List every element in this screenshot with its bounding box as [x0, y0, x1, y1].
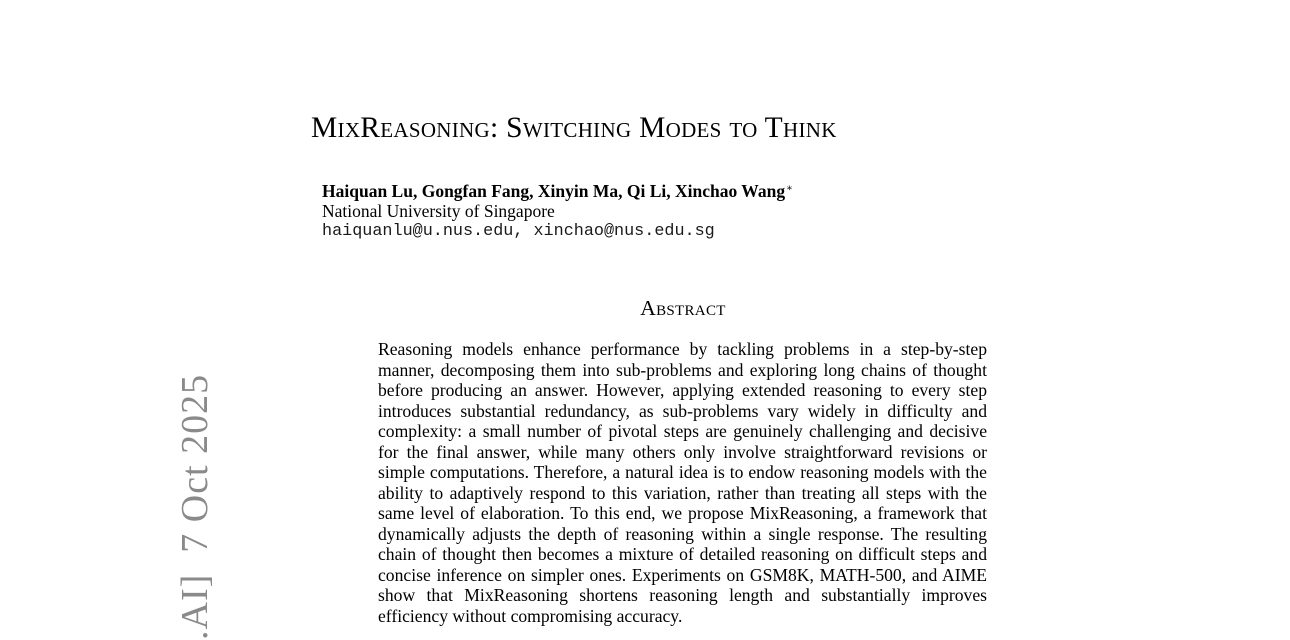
author-emails: haiquanlu@u.nus.edu, xinchao@nus.edu.sg [322, 222, 715, 241]
paper-title: MixReasoning: Switching Modes to Think [311, 112, 837, 144]
arxiv-watermark: .AI] 7 Oct 2025 [174, 373, 216, 640]
abstract-text: Reasoning models enhance performance by tackling problems in a step-by-step manner, decomposing them into sub-problems and exploring long chains of thought before producing an answer. However, applying extended reasoning to every step introduces substantial redundancy, as sub-problems vary widely in difficulty and complexity: a small number of pivotal steps are genuinely challenging and decisive for the final answer, while many others only involve straightforward revisions or simple computations. Therefore, a natural idea is to endow reasoning models with the ability to adaptively respond to this variation, rather than treating all steps with the same level of elaboration. To this end, we propose MixReasoning, a framework that dynamically adjusts the depth of reasoning within a single response. The resulting chain of thought then becomes a mixture of detailed reasoning on difficult steps and concise inference on simpler ones. Experiments on GSM8K, MATH-500, and AIME show that MixReasoning shortens reasoning length and substantially improves efficiency without compromising accuracy. [378, 339, 987, 626]
affiliation: National University of Singapore [322, 201, 555, 221]
author-names: Haiquan Lu, Gongfan Fang, Xinyin Ma, Qi Li, Xinchao Wang [322, 181, 786, 201]
corresponding-author-mark: ∗ [786, 183, 793, 194]
author-list [322, 178, 793, 202]
abstract-heading: Abstract [640, 296, 726, 320]
